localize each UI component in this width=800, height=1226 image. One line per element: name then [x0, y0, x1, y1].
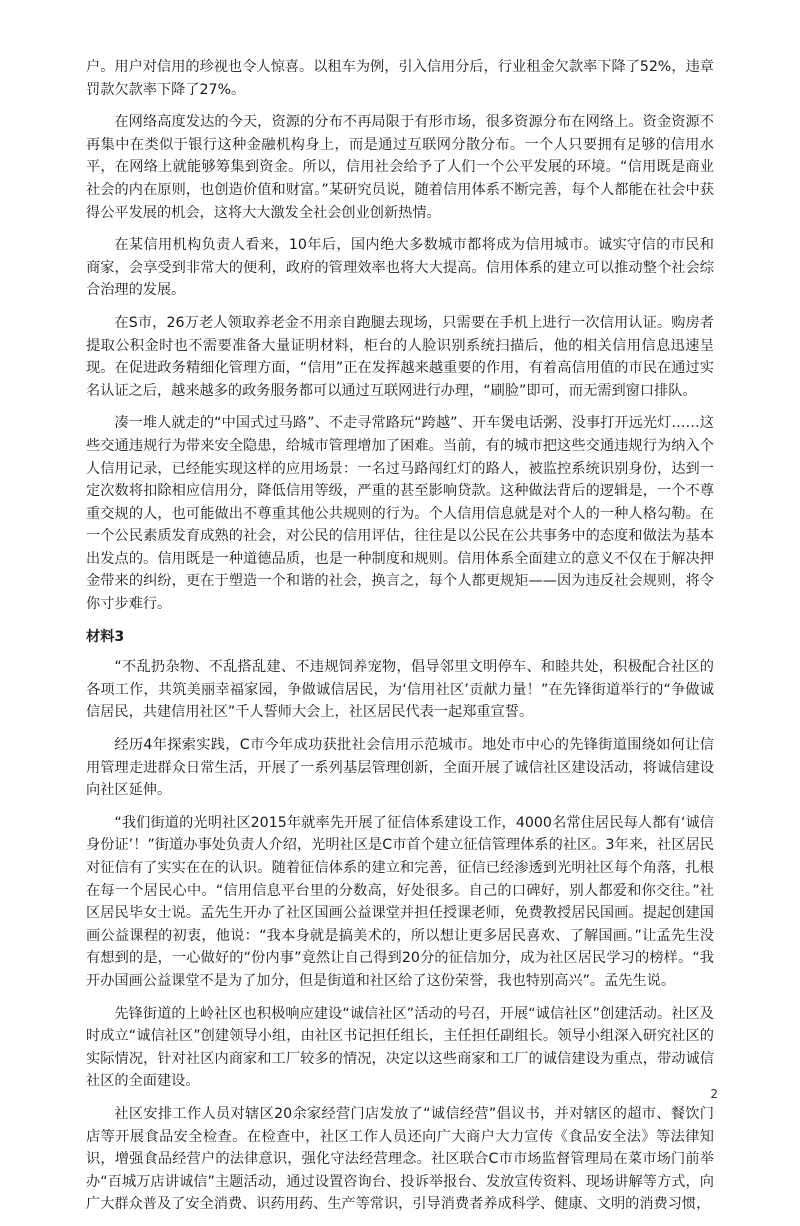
- body-text-part1: [86, 56, 714, 616]
- paragraph: 户。用户对信用的珍视也令人惊喜。以租车为例，引入信用分后，行业租金欠款率下降了52%，违章罚款欠款率下降了27%。: [86, 59, 714, 98]
- paragraph: 凑一堆人就走的“中国式过马路”、不走寻常路玩“跨越”、开车煲电话粥、没事打开远光灯……这些交通违规行为带来安全隐患，给城市管理增加了困难。当前，有的城市把这些交通违规行为纳入个人信用记录，已经能实现这样的应用场景：一名过马路闯红灯的路人，被监控系统识别身份，达到一定次数将扣除相应信用分，降低信用等级，严重的甚至影响贷款。这种做法背后的逻辑是，一个不尊重交规的人，也可能做出不尊重其他公共规则的行为。个人信用信息就是对个人的一种人格勾勒。在一个公民素质发育成熟的社会，对公民的信用评估，往往是以公民在公共事务中的态度和做法为基本出发点的。信用既是一种道德品质，也是一种制度和规则。信用体系全面建立的意义不仅在于解决押金带来的纠纷，更在于塑造一个和谐的社会，换言之，每个人都更规矩——因为违反社会规则，将令你寸步难行。: [86, 415, 714, 613]
- paragraph: “我们街道的光明社区2015年就率先开展了征信体系建设工作，4000名常住居民每人都有‘诚信身份证’！”街道办事处负责人介绍，光明社区是C市首个建立征信管理体系的社区。3年来，社区居民对征信有了实实在在的认识。随着征信体系的建立和完善，征信已经渗透到光明社区每个角落，扎根在每一个居民心中。“信用信息平台里的分数高，好处很多。自己的口碑好，别人都爱和你交往。”社区居民毕女士说。孟先生开办了社区国画公益课堂并担任授课老师，免费教授居民国画。提起创建国画公益课程的初衷，他说：“我本身就是搞美术的，所以想让更多居民喜欢、了解国画。”让孟先生没有想到的是，一心做好的“份内事”竟然让自己得到20分的征信加分，成为社区居民学习的榜样。“我开办国画公益课堂不是为了加分，但是街道和社区给了这份荣誉，我也特别高兴”。孟先生说。: [86, 814, 714, 989]
- paragraph: 社区安排工作人员对辖区20余家经营门店发放了“诚信经营”倡议书，并对辖区的超市、餐饮门店等开展食品安全检查。在检查中，社区工作人员还向广大商户大力宣传《食品安全法》等法律知识，增强食品经营户的法律意识，强化守法经营理念。社区联合C市市场监督管理局在菜市场门前举办“百城万店讲诚信”主题活动，通过设置咨询台、投诉举报台、发放宣传资料、现场讲解等方式，向广大群众普及了安全消费、识药用药、生产等常识，引导消费者养成科学、健康、文明的消费习惯，: [86, 1105, 714, 1213]
- document-page: [86, 56, 714, 1226]
- paragraph: 在某信用机构负责人看来，10年后，国内绝大多数城市都将成为信用城市。诚实守信的市民和商家，会享受到非常大的便利，政府的管理效率也将大大提高。信用体系的建立可以推动整个社会综合治理的发展。: [86, 237, 714, 299]
- paragraph: 在S市，26万老人领取养老金不用亲自跑腿去现场，只需要在手机上进行一次信用认证。购房者提取公积金时也不需要准备大量证明材料，柜台的人脸识别系统扫描后，他的相关信用信息迅速呈现。在促进政务精细化管理方面，“信用”正在发挥越来越重要的作用，有着高信用值的市民在通过实名认证之后，越来越多的政务服务都可以通过互联网进行办理，“刷脸”即可，而无需到窗口排队。: [86, 314, 714, 399]
- paragraph: 经历4年探索实践，C市今年成功获批社会信用示范城市。地处市中心的先锋街道围绕如何让信用管理走进群众日常生活，开展了一系列基层管理创新，全面开展了诚信社区建设活动，将诚信建设向社区延伸。: [86, 737, 714, 799]
- paragraph: “不乱扔杂物、不乱搭乱建、不违规饲养宠物，倡导邻里文明停车、和睦共处，积极配合社区的各项工作，共筑美丽幸福家园，争做诚信居民，为‘信用社区’贡献力量！”在先锋街道举行的“争做诚信居民，共建信用社区”千人誓师大会上，社区居民代表一起郑重宣誓。: [86, 659, 714, 721]
- page-number: 2: [710, 1087, 718, 1101]
- section-heading: 材料3: [86, 628, 125, 645]
- paragraph: 先锋街道的上岭社区也积极响应建设“诚信社区”活动的号召，开展“诚信社区”创建活动。社区及时成立“诚信社区”创建领导小组，由社区书记担任组长，主任担任副组长。领导小组深入研究社区的实际情况，针对社区内商家和工厂较多的情况，决定以这些商家和工厂的诚信建设为重点，带动诚信社区的全面建设。: [86, 1005, 714, 1090]
- paragraph: 在网络高度发达的今天，资源的分布不再局限于有形市场，很多资源分布在网络上。资金资源不再集中在类似于银行这种金融机构身上，而是通过互联网分散分布。一个人只要拥有足够的信用水平，在网络上就能够筹集到资金。所以，信用社会给予了人们一个公平发展的环境。“信用既是商业社会的内在原则，也创造价值和财富。”某研究员说，随着信用体系不断完善，每个人都能在社会中获得公平发展的机会，这将大大激发全社会创业创新热情。: [86, 114, 714, 221]
